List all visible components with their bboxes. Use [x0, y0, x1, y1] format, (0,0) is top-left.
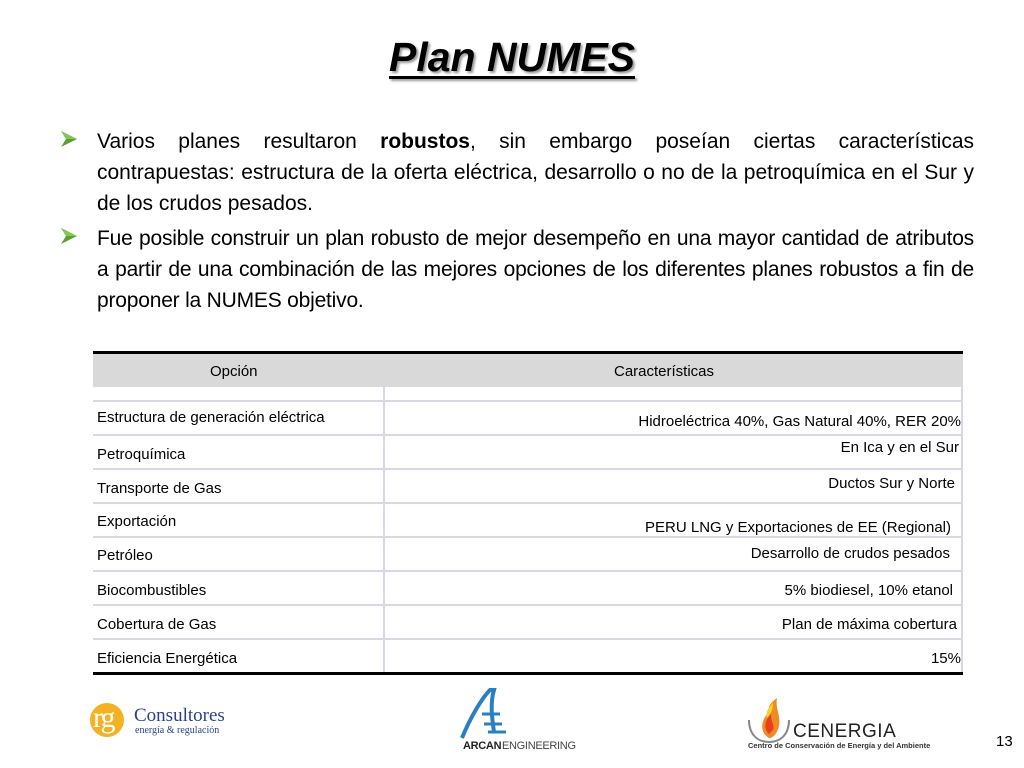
cell-option: Petróleo — [97, 547, 153, 564]
header-option: Opción — [210, 363, 258, 380]
arrow-bullet-icon — [60, 225, 78, 247]
cell-option: Transporte de Gas — [97, 480, 222, 497]
table-row — [93, 572, 963, 606]
bullet-text-rest: , sin embargo poseían ciertas características contrapuestas: estructura de la oferta eléctrica, desarrollo o no de la petroquímica en el Sur y de los crudos pesados. — [97, 130, 974, 215]
table-row — [93, 436, 963, 470]
table-row — [93, 402, 963, 436]
cell-characteristics: Desarrollo de crudos pesados — [750, 545, 950, 562]
table-row — [93, 640, 963, 675]
cell-option: Estructura de generación eléctrica — [97, 409, 325, 426]
rg-logo-initials: rg — [93, 701, 114, 734]
table-row — [93, 504, 963, 538]
bullet-item — [60, 126, 974, 219]
cell-option: Petroquímica — [97, 446, 186, 463]
rg-logo-name: Consultores — [134, 705, 225, 726]
cell-characteristics: Plan de máxima cobertura — [781, 616, 957, 633]
cell-option: Eficiencia Energética — [97, 650, 238, 667]
bullet-text: Fue posible construir un plan robusto de mejor desempeño en una mayor cantidad de atributos a partir de una combinación de las mejores opciones de los diferentes planes robustos a fin de proponer la NUMES objetivo. — [97, 227, 974, 312]
cell-option: Biocombustibles — [97, 582, 207, 599]
cell-characteristics: En Ica y en el Sur — [840, 439, 959, 456]
arcan-name-rest: ENGINEERING — [502, 740, 576, 752]
page-number: 13 — [996, 733, 1013, 750]
cenergia-name: CENERGIA — [793, 721, 897, 742]
cell-characteristics: Hidroeléctrica 40%, Gas Natural 40%, RER 20% — [638, 413, 961, 430]
cenergia-flame-hands-icon — [745, 698, 795, 746]
cell-option: Cobertura de Gas — [97, 616, 217, 633]
cell-characteristics: 5% biodiesel, 10% etanol — [784, 582, 953, 599]
cell-characteristics: 15% — [930, 650, 961, 667]
cenergia-tagline: Centro de Conservación de Energía y del Ambiente — [748, 741, 931, 750]
arrow-bullet-icon — [60, 128, 78, 150]
bullet-bold-text: robustos — [380, 130, 470, 153]
table-header — [93, 354, 963, 387]
table-row — [93, 606, 963, 640]
bullet-text: Varios planes resultaron — [97, 130, 381, 153]
arcan-a-icon — [460, 688, 520, 740]
rg-logo-tagline: energía & regulación — [135, 725, 220, 736]
arcan-engineering-logo — [460, 688, 580, 754]
bullet-item — [60, 223, 974, 316]
header-characteristics: Características — [614, 363, 715, 380]
cell-option: Exportación — [97, 513, 177, 530]
rg-consultores-logo — [90, 703, 260, 739]
arcan-name-bold: ARCAN — [463, 740, 502, 752]
table-row — [93, 387, 963, 402]
slide-title: Plan NUMES — [388, 34, 636, 80]
table-row — [93, 470, 963, 504]
bullet-list — [60, 126, 974, 320]
cell-characteristics: PERU LNG y Exportaciones de EE (Regional) — [645, 519, 951, 536]
table-row — [93, 538, 963, 572]
cenergia-logo — [745, 698, 975, 754]
cell-characteristics: Ductos Sur y Norte — [828, 475, 955, 492]
